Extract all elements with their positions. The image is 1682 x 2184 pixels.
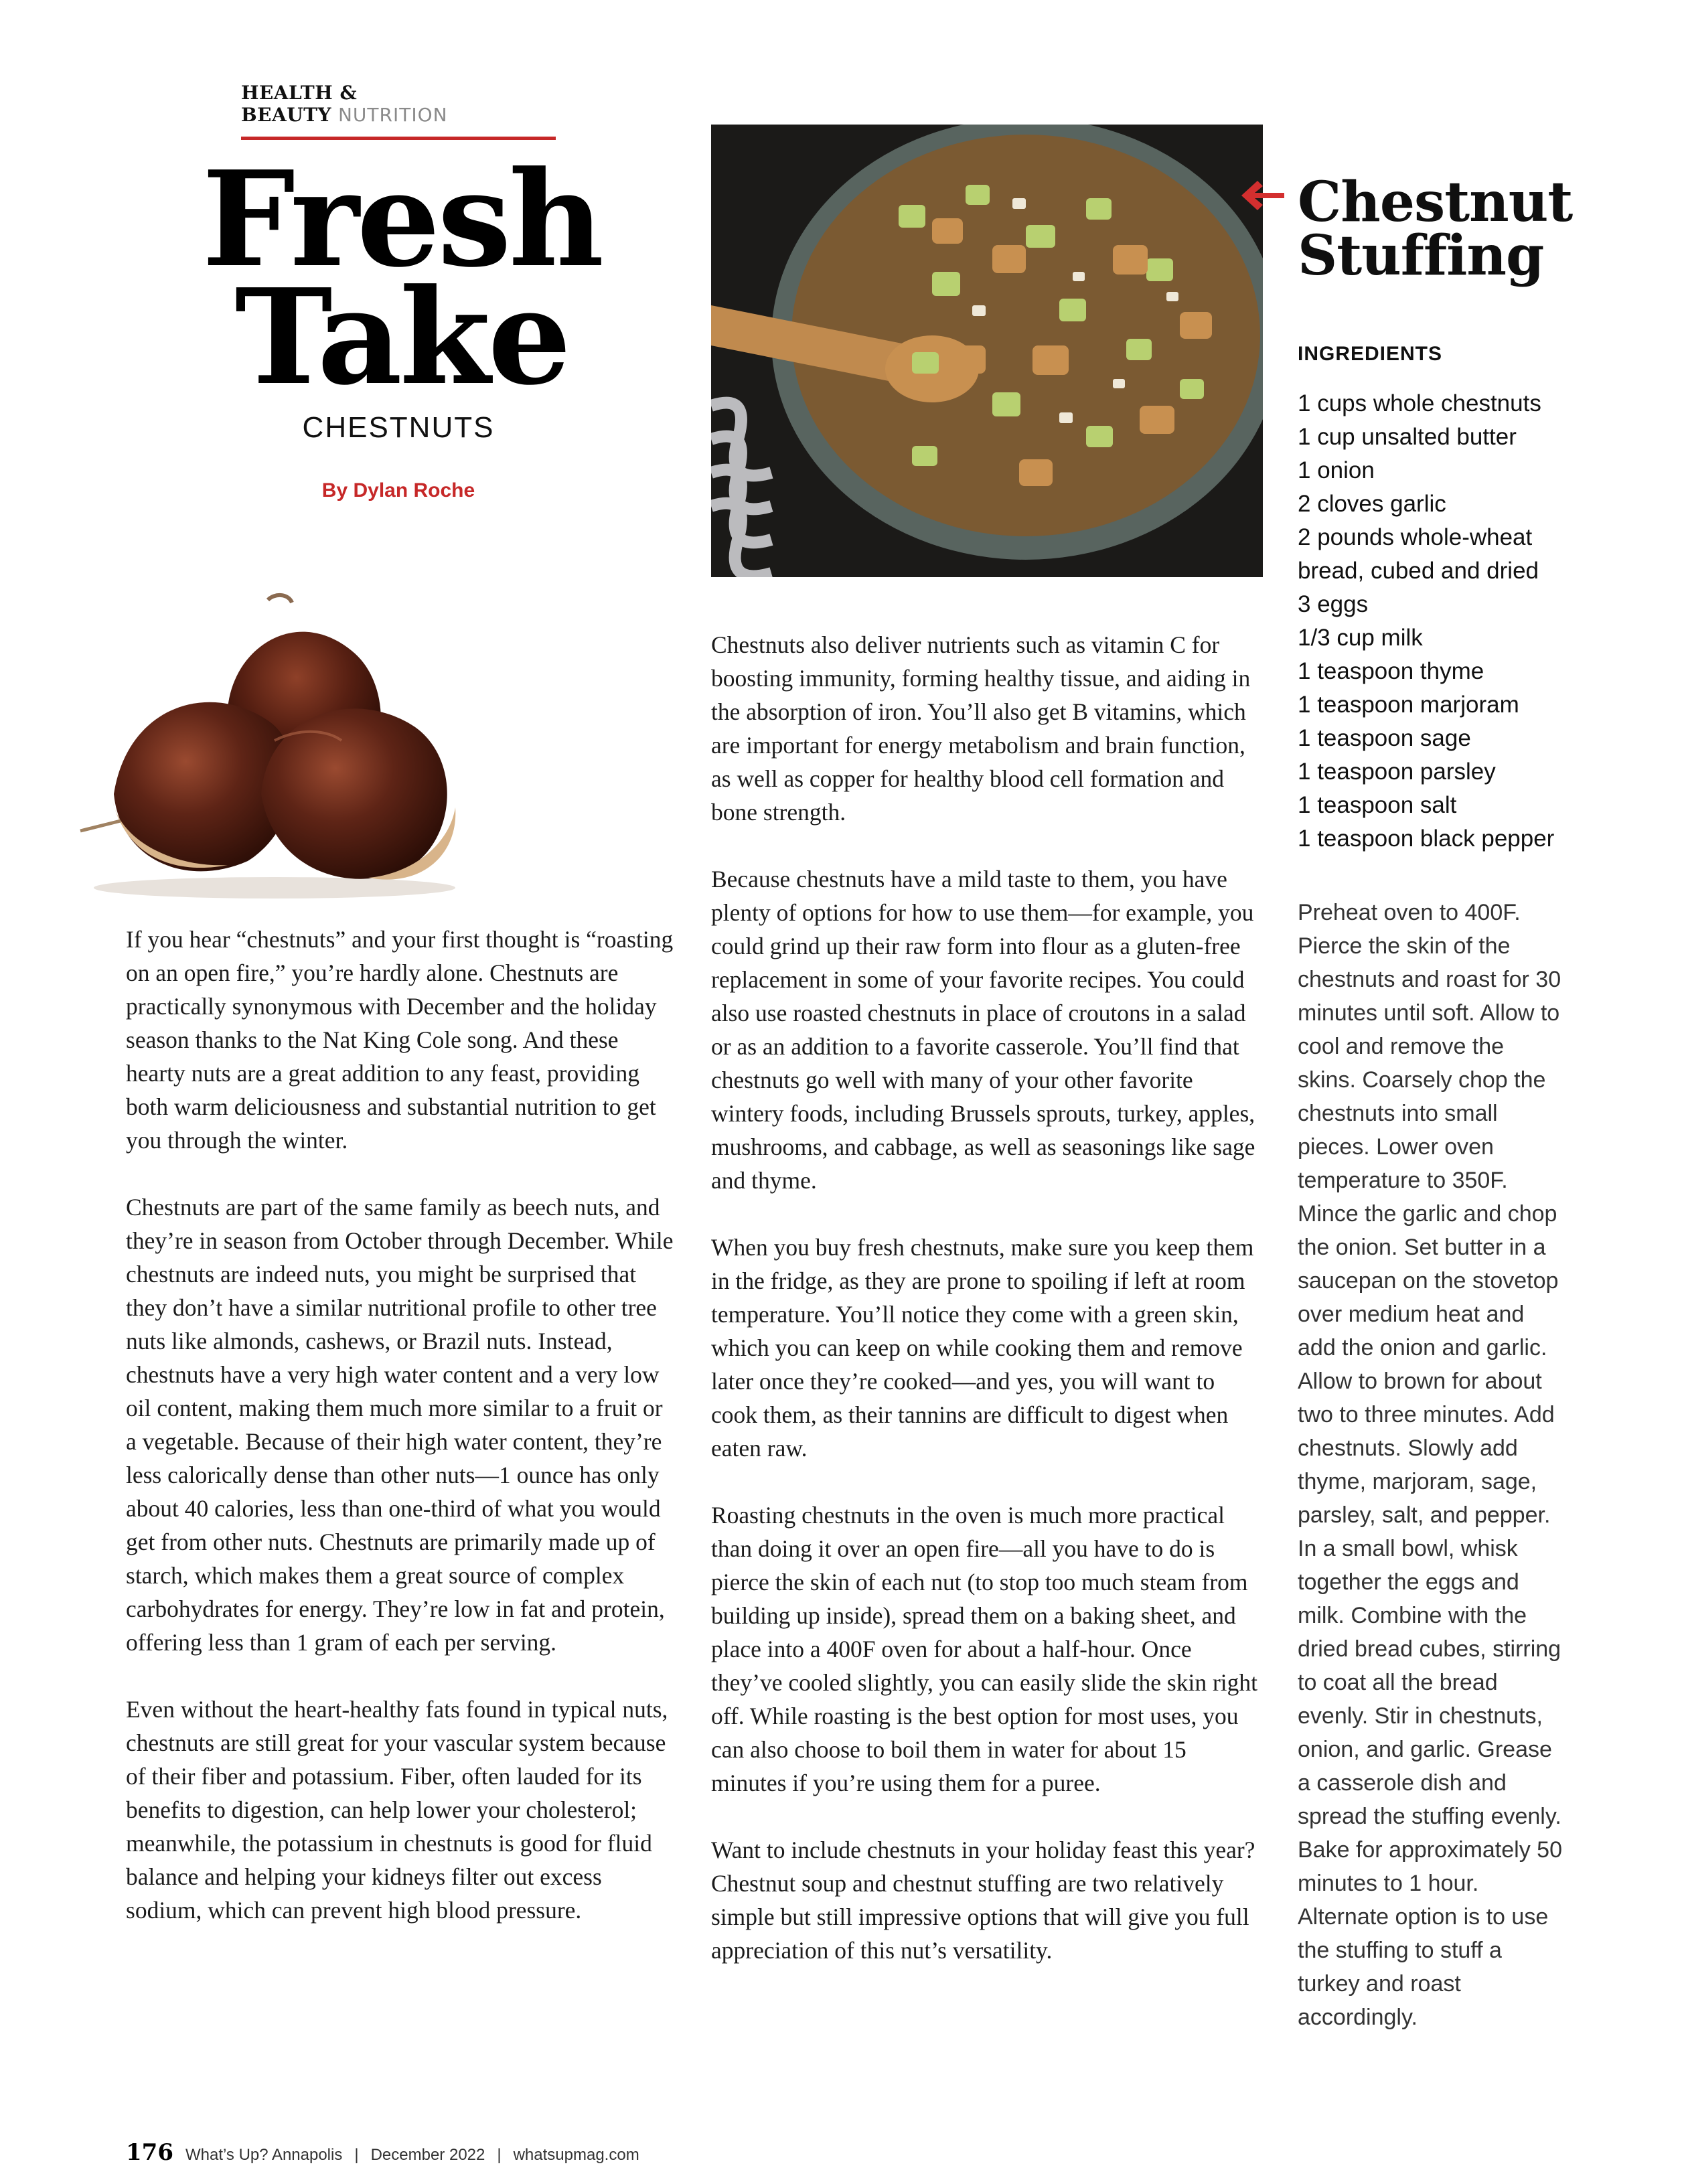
website-link[interactable]: whatsupmag.com xyxy=(513,2146,639,2164)
footer-separator: | xyxy=(497,2146,502,2164)
ingredient-item: 1/3 cup milk xyxy=(1298,625,1423,651)
paragraph: Because chestnuts have a mild taste to them, you have plenty of options for how to use them—for example, you could grind up their raw form into flour as a gluten-free replacement in some of your favorite recipes. You could also use roasted chestnuts in place of croutons in a salad or as an addition to a favorite casserole. You’ll find that chestnuts go well with many of your other favorite wintery foods, including Brussels sprouts, turkey, apples, mushrooms, and cabbage, as well as seasonings like sage and thyme. xyxy=(711,866,1255,1194)
paragraph: Chestnuts also deliver nutrients such as vitamin C for boosting immunity, forming healthy tissue, and aiding in the absorption of iron. You’ll also get B vitamins, which are important for energy metabolism and brain function, as well as copper for healthy blood cell formation and bone strength. xyxy=(711,631,1251,826)
recipe-method: Preheat oven to 400F. Pierce the skin of the chestnuts and roast for 30 minutes until soft. Allow to cool and remove the skins. Coarsely chop the chestnuts into small pieces. Lower oven temperature to 350F. Mince the garlic and chop the onion. Set butter in a saucepan on the stovetop over medium heat and add the onion and garlic. Allow to brown for about two to three minutes. Add chestnuts. Slowly add thyme, marjoram, sage, parsley, salt, and pepper. In a small bowl, whisk together the eggs and milk. Combine with the dried bread cubes, stirring to coat all the bread evenly. Stir in chestnuts, onion, and garlic. Grease a casserole dish and spread the stuffing evenly. Bake for approximately 50 minutes to 1 hour. Alternate option is to use the stuffing to stuff a turkey and roast accordingly. xyxy=(1298,900,1562,2030)
ingredient-item: 2 cloves garlic xyxy=(1298,491,1446,517)
ingredient-item: 1 teaspoon marjoram xyxy=(1298,692,1519,718)
recipe-title xyxy=(1298,170,1573,288)
title-line-2: Take xyxy=(234,260,569,414)
chestnut-stuffing-photo xyxy=(711,125,1263,577)
article-column-1 xyxy=(126,923,675,1960)
footer-separator: | xyxy=(354,2146,359,2164)
recipe-title-line-2: Stuffing xyxy=(1298,224,1544,288)
title-line-1: Fresh xyxy=(202,143,602,297)
section-label: HEALTH & BEAUTY xyxy=(241,82,358,126)
section-header xyxy=(241,82,556,140)
subsection-label: NUTRITION xyxy=(337,104,448,126)
recipe-title-line-1: Chestnut xyxy=(1298,170,1573,234)
paragraph: Want to include chestnuts in your holiday feast this year? Chestnut soup and chestnut stuffing are two relatively simple but still impressive options that will give you full appreciation of this nut’s versatility. xyxy=(711,1837,1255,1964)
ingredient-item: 2 pounds whole-wheat bread, cubed and dried xyxy=(1298,524,1539,584)
publication-name: What’s Up? Annapolis xyxy=(185,2146,343,2164)
page-number: 176 xyxy=(126,2139,173,2166)
ingredient-item: 1 cups whole chestnuts xyxy=(1298,390,1541,416)
issue-date: December 2022 xyxy=(370,2146,485,2164)
paragraph: Chestnuts are part of the same family as beech nuts, and they’re in season from October through December. While chestnuts are indeed nuts, you might be surprised that they don’t have a similar nutritional profile to other tree nuts like almonds, cashews, or Brazil nuts. Instead, chestnuts have a very high water content and a very low oil content, making them much more similar to a fruit or a vegetable. Because of their high water content, they’re less calorically dense than other nuts—1 ounce has only about 40 calories, less than one-third of what you would get from other nuts. Chestnuts are primarily made up of starch, which makes them a great source of complex carbohydrates for energy. They’re low in fat and protein, offering less than 1 gram of each per serving. xyxy=(126,1194,674,1656)
ingredient-item: 1 teaspoon salt xyxy=(1298,792,1457,818)
article-title xyxy=(194,143,609,414)
ingredient-item: 1 teaspoon black pepper xyxy=(1298,826,1555,852)
paragraph: If you hear “chestnuts” and your first thought is “roasting on an open fire,” you’re hardly alone. Chestnuts are practically synonymous with December and the holiday season thanks to the Nat King Cole song. And these hearty nuts are a great addition to any feast, providing both warm deliciousness and substantial nutrition to get you through the winter. xyxy=(126,926,674,1154)
page-footer xyxy=(126,2139,639,2166)
ingredient-item: 1 cup unsalted butter xyxy=(1298,424,1517,450)
byline: By Dylan Roche xyxy=(321,479,475,501)
ingredients-list xyxy=(1298,387,1565,856)
chestnuts-image xyxy=(74,573,475,901)
arrow-left-icon xyxy=(1240,179,1287,212)
ingredient-item: 3 eggs xyxy=(1298,591,1369,617)
ingredient-item: 1 onion xyxy=(1298,457,1375,483)
paragraph: When you buy fresh chestnuts, make sure you keep them in the fridge, as they are prone to spoiling if left at room temperature. You’ll notice they come with a green skin, which you can keep on while cooking them and remove later once they’re cooked—and yes, you will want to cook them, as their tannins are difficult to digest when eaten raw. xyxy=(711,1234,1254,1462)
article-subject: CHESTNUTS xyxy=(302,411,495,444)
ingredient-item: 1 teaspoon parsley xyxy=(1298,759,1496,785)
ingredients-heading: INGREDIENTS xyxy=(1298,343,1443,365)
ingredient-item: 1 teaspoon thyme xyxy=(1298,658,1484,684)
ingredient-item: 1 teaspoon sage xyxy=(1298,725,1471,751)
article-column-2 xyxy=(711,628,1267,2001)
paragraph: Even without the heart-healthy fats found in typical nuts, chestnuts are still great for your vascular system because of their fiber and potassium. Fiber, often lauded for its benefits to digestion, can help lower your cholesterol; meanwhile, the potassium in chestnuts is good for fluid balance and helping your kidneys filter out excess sodium, which can prevent high blood pressure. xyxy=(126,1696,668,1924)
paragraph: Roasting chestnuts in the oven is much more practical than doing it over an open fire—all you have to do is pierce the skin of each nut (to stop too much steam from building up inside), spread them on a baking sheet, and place into a 400F oven for about a half-hour. Once they’ve cooled slightly, you can easily slide the skin right off. While roasting is the best option for most uses, you can also choose to boil them in water for about 15 minutes if you’re using them for a puree. xyxy=(711,1502,1257,1796)
